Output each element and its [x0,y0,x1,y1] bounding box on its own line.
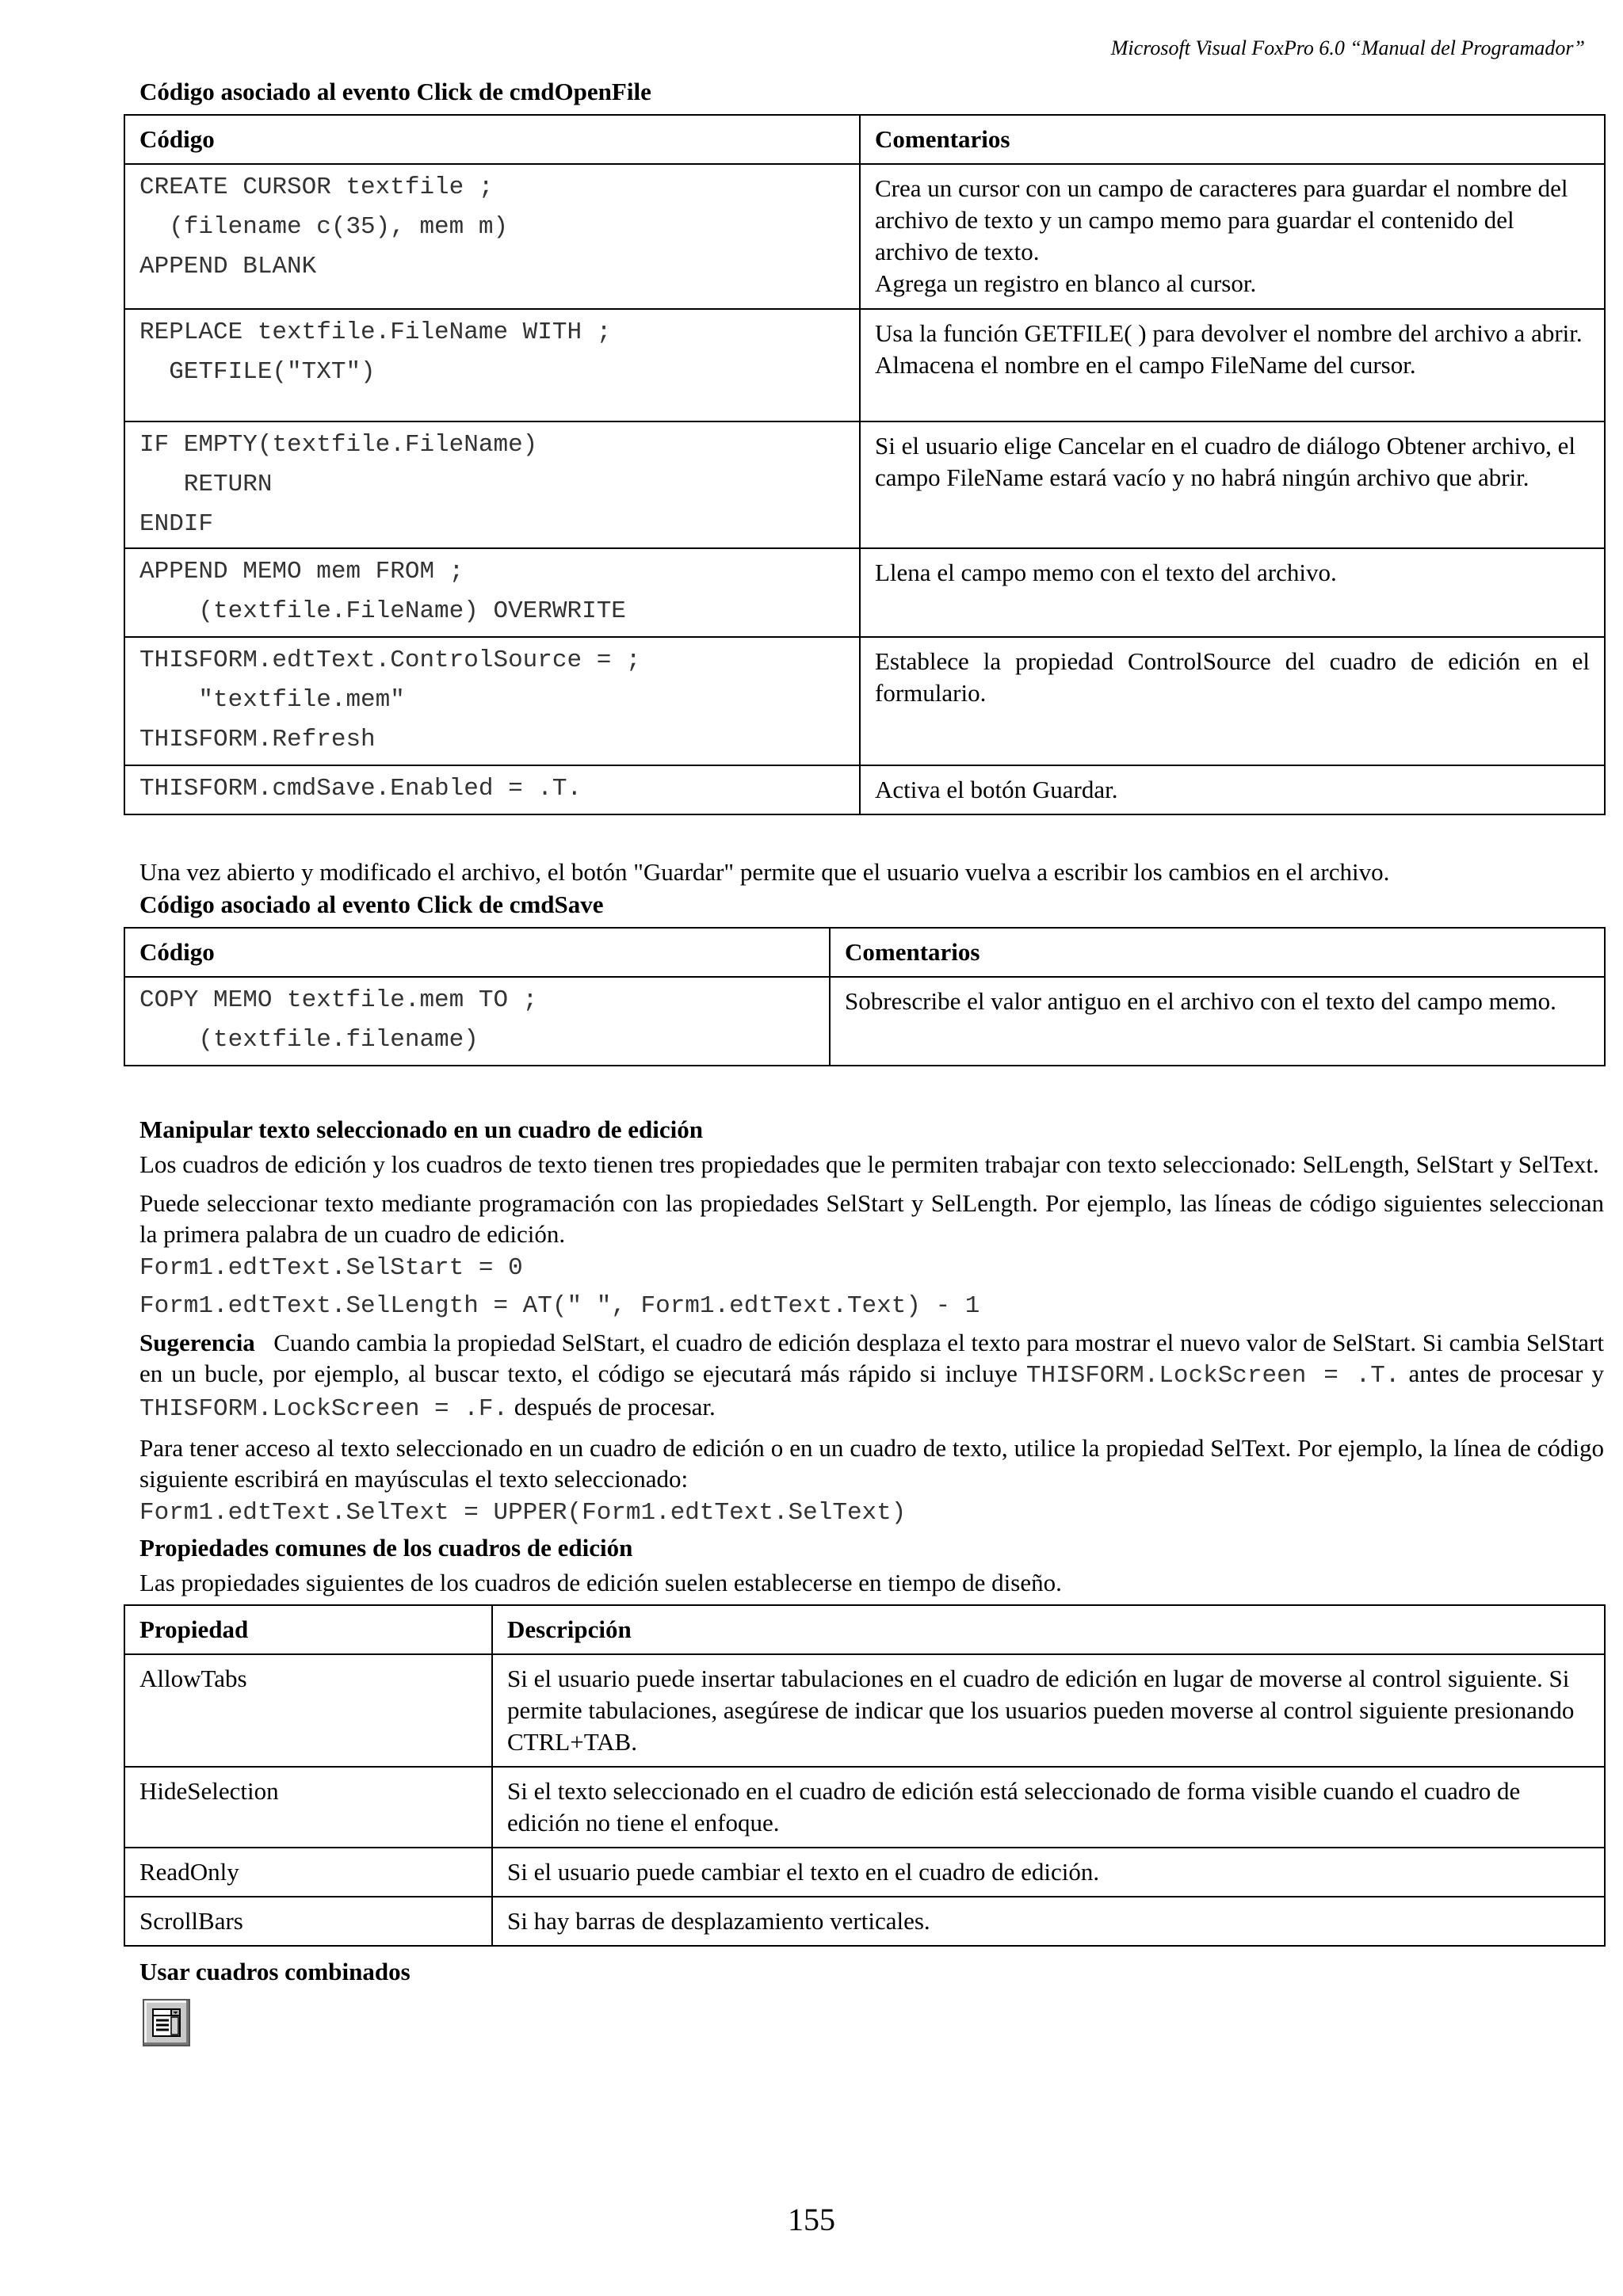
table-header-row [124,1605,1605,1654]
table-row [124,548,1605,637]
section-title-edit-props: Propiedades comunes de los cuadros de edición [139,1534,633,1562]
col-header-comments: Comentarios [830,928,1605,977]
code-line-selstart: Form1.edtText.SelStart = 0 [139,1254,523,1282]
col-header-property: Propiedad [124,1605,492,1654]
comment-cell: Llena el campo memo con el texto del archivo. [860,548,1605,637]
comment-cell: Sobrescribe el valor antiguo en el archivo con el texto del campo memo. [830,977,1605,1066]
code-cell: COPY MEMO textfile.mem TO ; (textfile.filename) [124,977,830,1066]
table-row [124,421,1605,548]
property-name-cell: AllowTabs [124,1654,492,1767]
property-name-cell: ReadOnly [124,1848,492,1897]
table-row [124,1767,1605,1848]
table-row [124,977,1605,1066]
code-line-seltext: Form1.edtText.SelText = UPPER(Form1.edtText.SelText) [139,1499,907,1527]
comment-cell: Activa el botón Guardar. [860,765,1605,814]
code-table-open-file [124,114,1606,815]
section-title-open-file: Código asociado al evento Click de cmdOpenFile [139,78,651,105]
section-title-selected-text: Manipular texto seleccionado en un cuadro de edición [139,1116,704,1143]
tip-label: Sugerencia [139,1329,255,1356]
paragraph-save-intro: Una vez abierto y modificado el archivo, el botón "Guardar" permite que el usuario vuelva a escribir los cambios en el archivo. [139,858,1390,886]
table-header-row [124,928,1605,977]
property-desc-cell: Si hay barras de desplazamiento verticales. [492,1897,1605,1946]
tip-text: antes de procesar y [1408,1360,1605,1387]
table-row [124,1654,1605,1767]
property-name-cell: HideSelection [124,1767,492,1848]
tip-text: Cuando cambia la propiedad SelStart, el cuadro de edición desplaza el texto para mostrar el nuevo valor de SelStart. Si cambia SelStart en un bucle, por ejemplo, al buscar texto, el código se ejecutará más rápido si incluye [139,1329,1604,1387]
code-cell: IF EMPTY(textfile.FileName) RETURN ENDIF [124,421,860,548]
code-cell: APPEND MEMO mem FROM ; (textfile.FileName) OVERWRITE [124,548,860,637]
comment-cell: Crea un cursor con un campo de caracteres para guardar el nombre del archivo de texto y un campo memo para guardar el contenido del archivo de texto. Agrega un registro en blanco al cursor. [860,164,1605,309]
table-row [124,309,1605,421]
table-row [124,1897,1605,1946]
col-header-code: Código [124,115,860,164]
property-desc-cell: Si el usuario puede cambiar el texto en el cuadro de edición. [492,1848,1605,1897]
table-row [124,765,1605,814]
code-cell: THISFORM.cmdSave.Enabled = .T. [124,765,860,814]
section-title-save: Código asociado al evento Click de cmdSave [139,891,604,918]
property-desc-cell: Si el texto seleccionado en el cuadro de edición está seleccionado de forma visible cuando el cuadro de edición no tiene el enfoque. [492,1767,1605,1848]
tip-paragraph [139,1327,1604,1425]
col-header-description: Descripción [492,1605,1605,1654]
paragraph-sel-programmatic: Puede seleccionar texto mediante programación con las propiedades SelStart y SelLength. Por ejemplo, las líneas de código siguientes seleccionan la primera palabra de un cuadro de edición. [139,1189,1604,1248]
table-row [124,164,1605,309]
tip-text: después de procesar. [514,1393,716,1421]
col-header-comments: Comentarios [860,115,1605,164]
table-header-row [124,115,1605,164]
comment-cell: Si el usuario elige Cancelar en el cuadro de diálogo Obtener archivo, el campo FileName estará vacío y no habrá ningún archivo que abrir. [860,421,1605,548]
running-header: Microsoft Visual FoxPro 6.0 “Manual del Programador” [1110,36,1585,59]
tip-code-lock-on: THISFORM.LockScreen = .T. [1025,1362,1400,1390]
page-content [139,76,1604,2046]
section-title-combo-boxes: Usar cuadros combinados [139,1958,411,1985]
paragraph-seltext: Para tener acceso al texto seleccionado en un cuadro de edición o en un cuadro de texto, utilice la propiedad SelText. Por ejemplo, la línea de código siguiente escribirá en mayúsculas el texto seleccionado: [139,1434,1604,1493]
properties-table [124,1604,1606,1947]
code-table-save [124,927,1606,1066]
page-number: 155 [788,2202,835,2237]
comment-cell: Establece la propiedad ControlSource del cuadro de edición en el formulario. [860,637,1605,765]
combo-box-glyph-icon [144,2000,189,2045]
code-cell: REPLACE textfile.FileName WITH ; GETFILE("TXT") [124,309,860,421]
code-cell: THISFORM.edtText.ControlSource = ; "textfile.mem" THISFORM.Refresh [124,637,860,765]
paragraph-edit-props-intro: Las propiedades siguientes de los cuadros de edición suelen establecerse en tiempo de diseño. [139,1569,1062,1596]
code-line-sellength: Form1.edtText.SelLength = AT(" ", Form1.edtText.Text) - 1 [139,1292,980,1320]
tip-code-lock-off: THISFORM.LockScreen = .F. [139,1395,509,1423]
table-row [124,637,1605,765]
paragraph-sel-props: Los cuadros de edición y los cuadros de texto tienen tres propiedades que le permiten trabajar con texto seleccionado: SelLength, SelStart y SelText. [139,1150,1599,1178]
col-header-code: Código [124,928,830,977]
comment-cell: Usa la función GETFILE( ) para devolver el nombre del archivo a abrir. Almacena el nombre en el campo FileName del cursor. [860,309,1605,421]
property-desc-cell: Si el usuario puede insertar tabulaciones en el cuadro de edición en lugar de moverse al control siguiente. Si permite tabulaciones, asegúrese de indicar que los usuarios pueden moverse al control siguiente presionando CTRL+TAB. [492,1654,1605,1767]
code-cell: CREATE CURSOR textfile ; (filename c(35), mem m) APPEND BLANK [124,164,860,309]
property-name-cell: ScrollBars [124,1897,492,1946]
combo-box-tool-icon [143,1999,190,2046]
table-row [124,1848,1605,1897]
